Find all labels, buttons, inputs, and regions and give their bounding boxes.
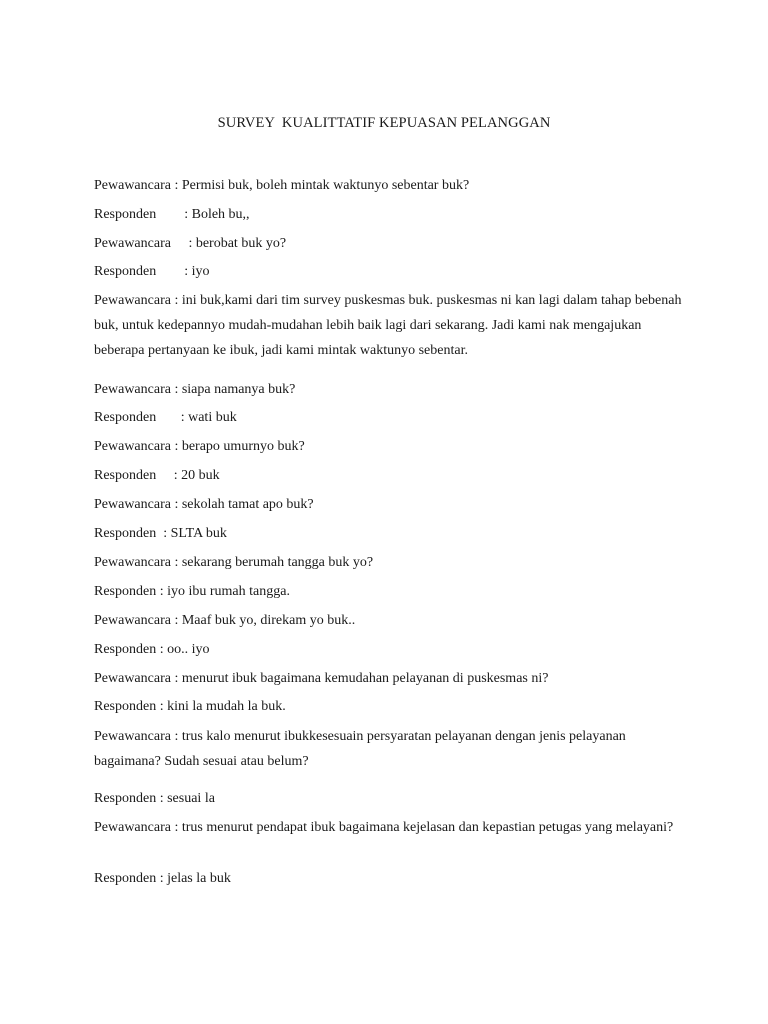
dialogue-line: Responden : iyo [94, 264, 210, 279]
dialogue-paragraph: Pewawancara : trus kalo menurut ibukkesesuain persyaratan pelayanan dengan jenis pelayanan bagaimana? Sudah sesuai atau belum? [94, 729, 626, 769]
dialogue-line: Responden : 20 buk [94, 468, 220, 483]
dialogue-line: Responden : Boleh bu,, [94, 207, 250, 222]
dialogue-line: Pewawancara : sekarang berumah tangga buk yo? [94, 555, 374, 570]
dialogue-paragraph: Pewawancara : ini buk,kami dari tim survey puskesmas buk. puskesmas ni kan lagi dalam tahap bebenah buk, untuk kedepannyo mudah-mudahan lebih baik lagi dari sekarang. Jadi kami nak mengajukan beberapa pertanyaan ke ibuk, jadi kami mintak waktunyo sebentar. [94, 293, 682, 358]
dialogue-line: Responden : sesuai la [94, 791, 215, 806]
dialogue-line: Pewawancara : berobat buk yo? [94, 236, 287, 251]
dialogue-line: Pewawancara : berapo umurnyo buk? [94, 439, 305, 454]
dialogue-line: Pewawancara : menurut ibuk bagaimana kemudahan pelayanan di puskesmas ni? [94, 671, 549, 686]
dialogue-line: Responden : jelas la buk [94, 871, 231, 886]
dialogue-line: Responden : wati buk [94, 410, 237, 425]
dialogue-line: Pewawancara : siapa namanya buk? [94, 382, 296, 397]
dialogue-line: Pewawancara : Maaf buk yo, direkam yo buk.. [94, 613, 356, 628]
dialogue-line: Responden : kini la mudah la buk. [94, 699, 286, 714]
dialogue-line: Pewawancara : sekolah tamat apo buk? [94, 497, 314, 512]
document-title: SURVEY KUALITTATIF KEPUASAN PELANGGAN [217, 115, 551, 131]
dialogue-line: Responden : oo.. iyo [94, 642, 210, 657]
dialogue-line: Responden : iyo ibu rumah tangga. [94, 584, 290, 599]
dialogue-paragraph: Pewawancara : trus menurut pendapat ibuk bagaimana kejelasan dan kepastian petugas yang melayani? [94, 820, 674, 835]
dialogue-line: Responden : SLTA buk [94, 526, 227, 541]
dialogue-line: Pewawancara : Permisi buk, boleh mintak waktunyo sebentar buk? [94, 178, 470, 193]
